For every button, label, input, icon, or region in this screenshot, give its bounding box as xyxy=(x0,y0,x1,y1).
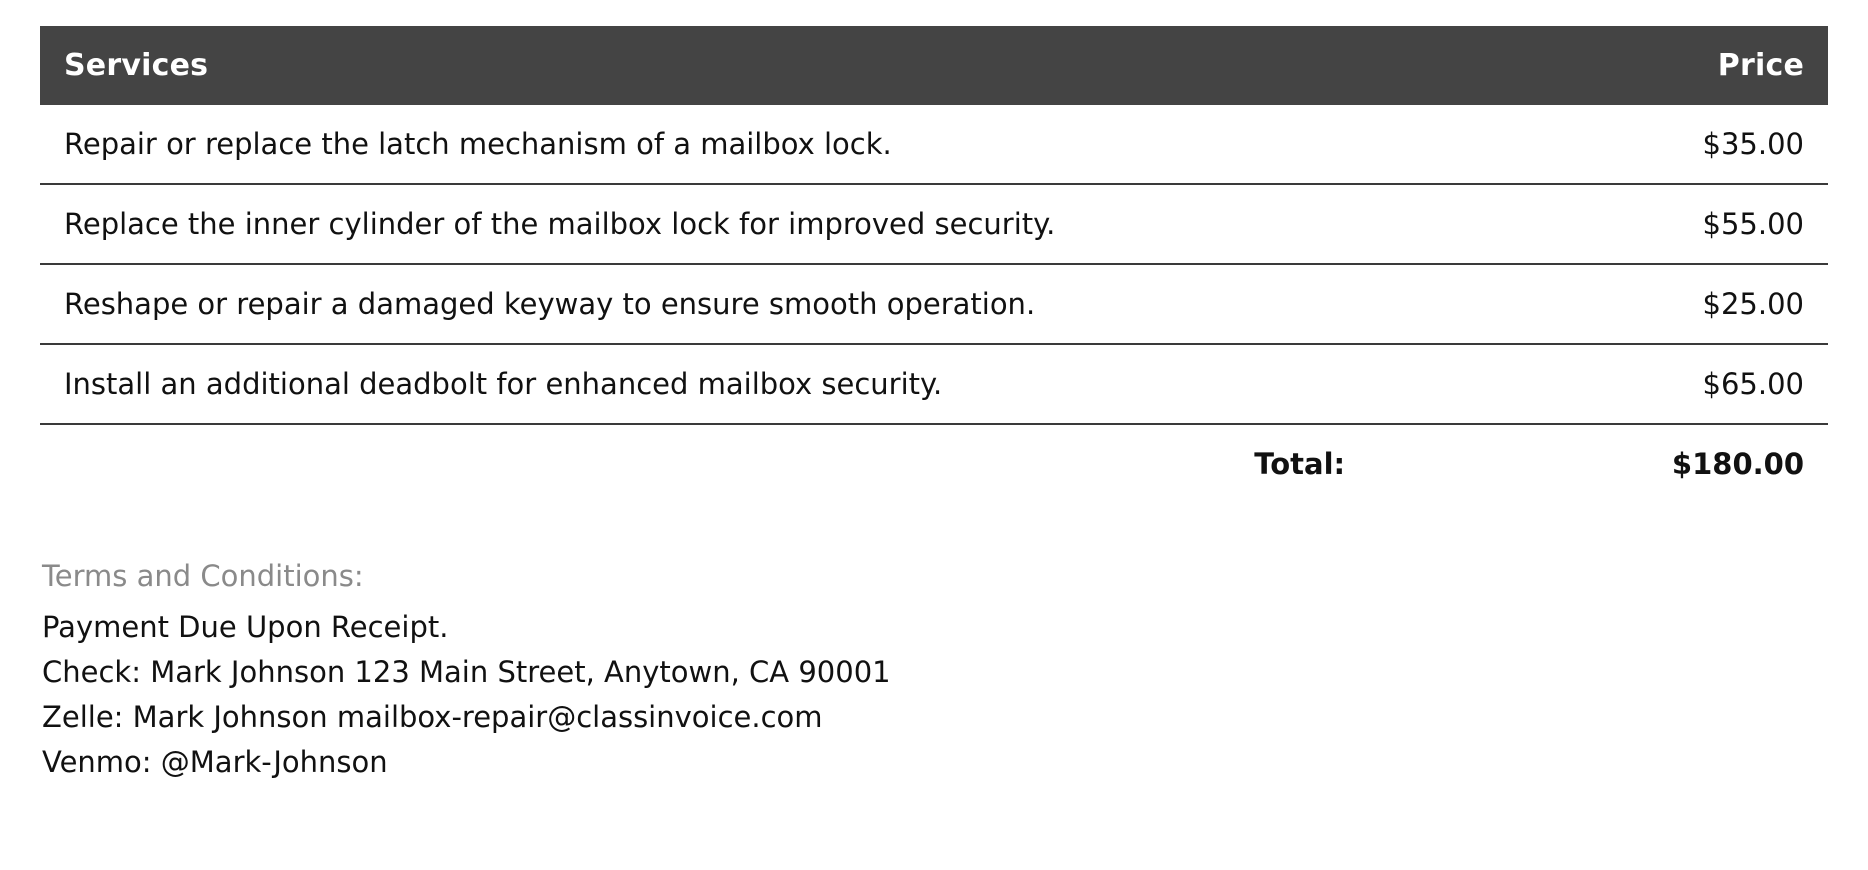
service-description: Reshape or repair a damaged keyway to ensure smooth operation. xyxy=(40,264,1363,344)
column-header-price: Price xyxy=(1363,26,1828,105)
service-price: $35.00 xyxy=(1363,105,1828,184)
services-table xyxy=(40,26,1828,503)
table-row xyxy=(40,105,1828,184)
total-row xyxy=(40,424,1828,503)
terms-heading: Terms and Conditions: xyxy=(42,559,364,593)
table-body xyxy=(40,105,1828,503)
table-row xyxy=(40,264,1828,344)
service-description: Replace the inner cylinder of the mailbox lock for improved security. xyxy=(40,184,1363,264)
service-price: $25.00 xyxy=(1363,264,1828,344)
terms-line-payment: Payment Due Upon Receipt. xyxy=(42,610,449,644)
table-row xyxy=(40,184,1828,264)
total-value: $180.00 xyxy=(1671,447,1804,481)
table-header xyxy=(40,26,1828,105)
total-label: Total: xyxy=(1254,447,1346,481)
table-header-row xyxy=(40,26,1828,105)
service-description: Repair or replace the latch mechanism of a mailbox lock. xyxy=(40,105,1363,184)
terms-line-zelle: Zelle: Mark Johnson mailbox-repair@classinvoice.com xyxy=(42,699,823,734)
service-description: Install an additional deadbolt for enhanced mailbox security. xyxy=(40,344,1363,424)
terms-and-conditions xyxy=(40,559,1828,785)
service-price: $55.00 xyxy=(1363,184,1828,264)
table-row xyxy=(40,344,1828,424)
service-price: $65.00 xyxy=(1363,344,1828,424)
terms-line-check: Check: Mark Johnson 123 Main Street, Anytown, CA 90001 xyxy=(42,654,891,689)
column-header-services: Services xyxy=(40,26,1363,105)
terms-line-venmo: Venmo: @Mark-Johnson xyxy=(42,744,388,779)
